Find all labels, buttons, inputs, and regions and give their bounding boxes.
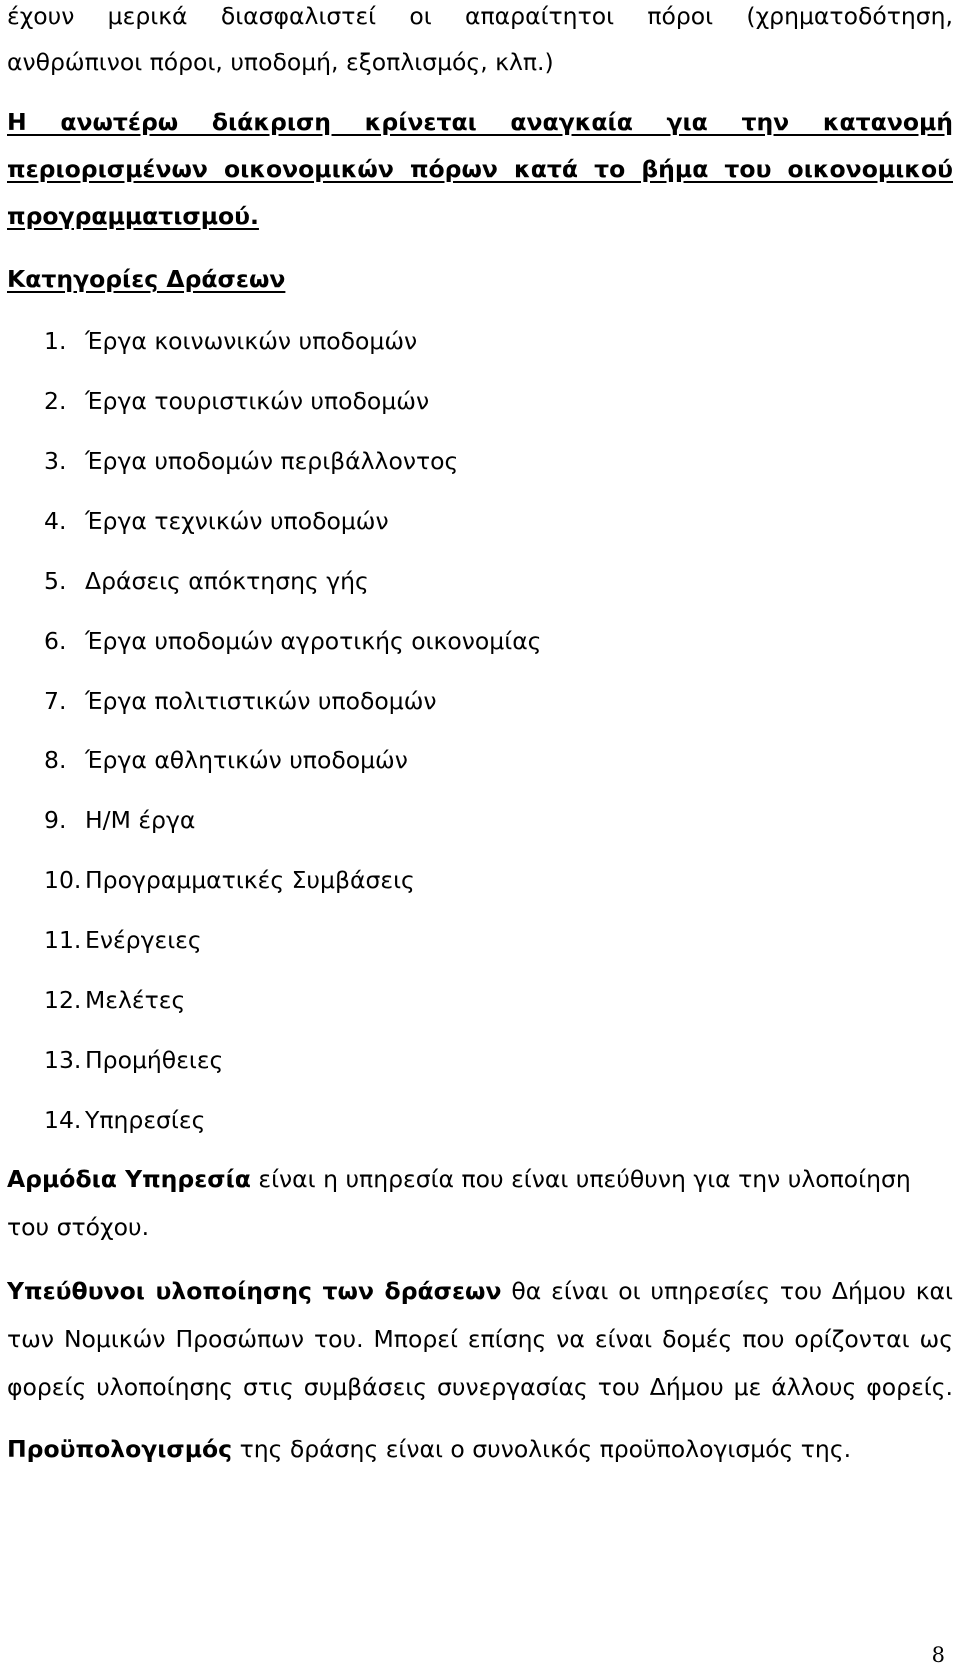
implementers-term: Υπεύθυνοι υλοποίησης των δράσεων xyxy=(7,1277,502,1305)
list-item xyxy=(44,806,195,834)
list-item-number: 10. xyxy=(44,866,82,894)
categories-heading: Κατηγορίες Δράσεων xyxy=(7,265,286,293)
responsible-service-paragraph-line-2: του στόχου. xyxy=(7,1213,150,1241)
list-item xyxy=(44,1106,205,1134)
list-item xyxy=(44,507,389,535)
emphasis-line-1: Η ανωτέρω διάκριση κρίνεται αναγκαία για την κατανομή xyxy=(7,108,953,136)
list-item-number: 14. xyxy=(44,1106,82,1134)
implementers-paragraph-line-2: των Νομικών Προσώπων του. Μπορεί επίσης να είναι δομές που ορίζονται ως xyxy=(7,1325,953,1353)
list-item-number: 9. xyxy=(44,806,67,834)
budget-text: της δράσης είναι ο συνολικός προϋπολογισμός της. xyxy=(232,1435,852,1463)
responsible-service-text: είναι η υπηρεσία που είναι υπεύθυνη για την υλοποίηση xyxy=(250,1165,911,1193)
responsible-service-term: Αρμόδια Υπηρεσία xyxy=(7,1165,251,1193)
list-item xyxy=(44,926,202,954)
list-item-label: Η/Μ έργα xyxy=(85,806,196,834)
list-item xyxy=(44,986,185,1014)
list-item-label: Προμήθειες xyxy=(85,1046,224,1074)
list-item xyxy=(44,627,541,655)
emphasis-line-3: προγραμματισμού. xyxy=(7,202,259,230)
list-item-label: Προγραμματικές Συμβάσεις xyxy=(85,866,415,894)
list-item-label: Έργα πολιτιστικών υποδομών xyxy=(85,687,437,715)
list-item xyxy=(44,447,458,475)
implementers-text: θα είναι οι υπηρεσίες του Δήμου και xyxy=(501,1277,953,1305)
budget-term: Προϋπολογισμός xyxy=(7,1435,233,1463)
intro-line-2: ανθρώπινοι πόροι, υποδομή, εξοπλισμός, κλπ.) xyxy=(7,48,554,76)
implementers-paragraph-line-1 xyxy=(7,1277,953,1305)
list-item xyxy=(44,1046,223,1074)
list-item-number: 1. xyxy=(44,327,67,355)
list-item-number: 8. xyxy=(44,746,67,774)
list-item-number: 12. xyxy=(44,986,82,1014)
responsible-service-paragraph-line-1 xyxy=(7,1165,953,1193)
list-item-number: 11. xyxy=(44,926,82,954)
list-item-label: Έργα κοινωνικών υποδομών xyxy=(85,327,418,355)
list-item-label: Έργα αθλητικών υποδομών xyxy=(85,746,408,774)
list-item-label: Έργα υποδομών περιβάλλοντος xyxy=(85,447,459,475)
list-item-label: Έργα τουριστικών υποδομών xyxy=(85,387,430,415)
list-item-label: Δράσεις απόκτησης γής xyxy=(85,567,369,595)
list-item-number: 4. xyxy=(44,507,67,535)
list-item-number: 2. xyxy=(44,387,67,415)
list-item-number: 13. xyxy=(44,1046,82,1074)
budget-paragraph xyxy=(7,1435,953,1463)
list-item xyxy=(44,687,437,715)
list-item-label: Ενέργειες xyxy=(85,926,202,954)
list-item-label: Υπηρεσίες xyxy=(85,1106,206,1134)
list-item-label: Έργα τεχνικών υποδομών xyxy=(85,507,389,535)
emphasis-line-2: περιορισμένων οικονομικών πόρων κατά το βήμα του οικονομικού xyxy=(7,155,953,183)
list-item xyxy=(44,327,417,355)
list-item xyxy=(44,387,429,415)
list-item-number: 6. xyxy=(44,627,67,655)
list-item xyxy=(44,866,415,894)
list-item-number: 5. xyxy=(44,567,67,595)
list-item-label: Μελέτες xyxy=(85,986,186,1014)
intro-line-1: έχουν μερικά διασφαλιστεί οι απαραίτητοι πόροι (χρηματοδότηση, xyxy=(7,2,953,30)
list-item-number: 3. xyxy=(44,447,67,475)
list-item-number: 7. xyxy=(44,687,67,715)
list-item-label: Έργα υποδομών αγροτικής οικονομίας xyxy=(85,627,542,655)
list-item xyxy=(44,746,408,774)
implementers-paragraph-line-3: φορείς υλοποίησης στις συμβάσεις συνεργασίας του Δήμου με άλλους φορείς. xyxy=(7,1373,953,1401)
list-item xyxy=(44,567,369,595)
page-number: 8 xyxy=(931,1643,945,1667)
